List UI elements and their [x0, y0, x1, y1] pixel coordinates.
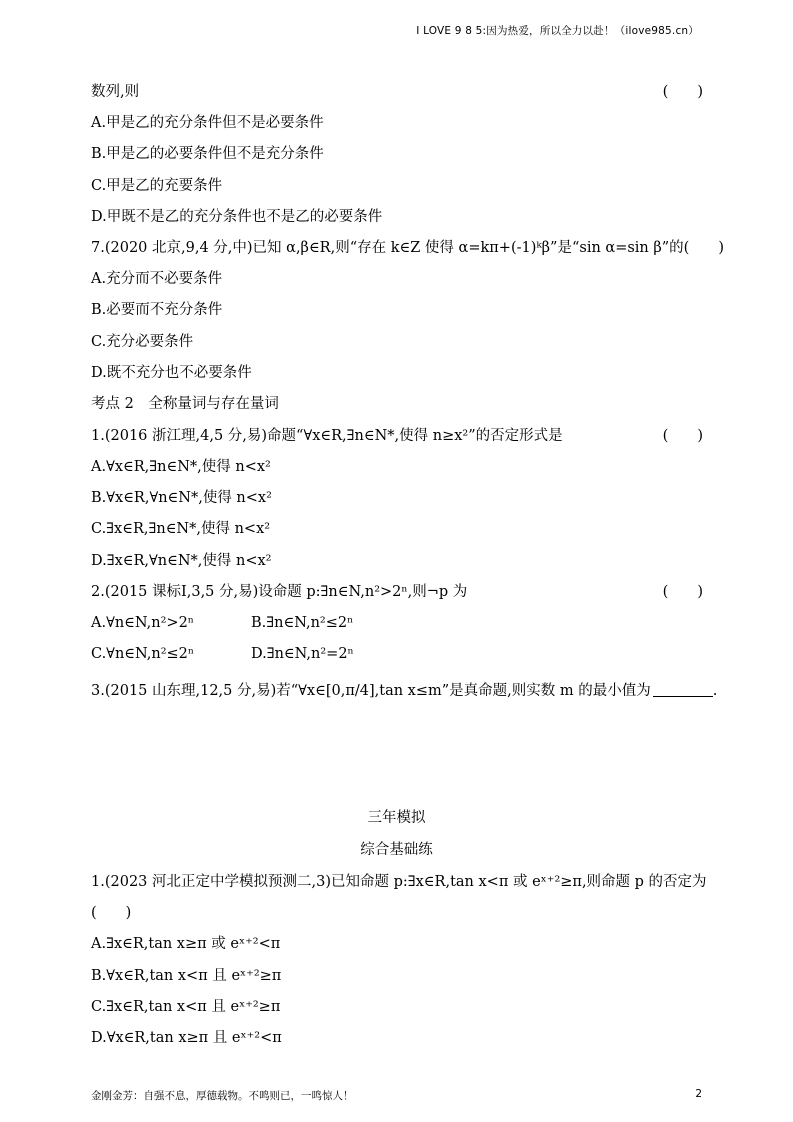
q6-option-a: A.甲是乙的充分条件但不是必要条件 [91, 115, 324, 131]
mq1-answer-paren: ( ) [91, 905, 132, 921]
t2q2-stem: 2.(2015 课标Ⅰ,3,5 分,易)设命题 p:∃n∈N,n²>2ⁿ,则¬p 为 [91, 584, 468, 600]
mq1-option-a: A.∃x∈R,tan x≥π 或 eˣ⁺²<π [91, 936, 281, 952]
t2q2-options-row-2 [91, 644, 703, 664]
t2q2-answer-paren: ( ) [662, 584, 703, 600]
mq1-option-c: C.∃x∈R,tan x<π 且 eˣ⁺²≥π [91, 999, 281, 1015]
q6-option-d: D.甲既不是乙的充分条件也不是乙的必要条件 [91, 209, 383, 225]
page-number: 2 [695, 1088, 702, 1100]
t2q2-option-b: B.∃n∈N,n²≤2ⁿ [251, 615, 354, 631]
q7-option-b: B.必要而不充分条件 [91, 302, 223, 318]
footer-motto: 金刚金芳：自强不息，厚德载物。不鸣则已，一鸣惊人！ [91, 1090, 354, 1102]
mq1-option-d: D.∀x∈R,tan x≥π 且 eˣ⁺²<π [91, 1030, 282, 1046]
t2q1-option-c: C.∃x∈R,∃n∈N*,使得 n<x² [91, 521, 271, 537]
t2q1-option-d: D.∃x∈R,∀n∈N*,使得 n<x² [91, 553, 272, 569]
t2q1-option-b: B.∀x∈R,∀n∈N*,使得 n<x² [91, 490, 272, 506]
t2q3-stem-line [91, 681, 718, 701]
q6-answer-paren: ( ) [662, 84, 703, 100]
t2q2-option-a: A.∀n∈N,n²>2ⁿ [91, 615, 195, 631]
t2q2-option-d: D.∃n∈N,n²=2ⁿ [251, 646, 354, 662]
q7-option-a: A.充分而不必要条件 [91, 271, 223, 287]
t2q3-stem: 3.(2015 山东理,12,5 分,易)若“∀x∈[0,π/4],tan x≤m”是真命题,则实数 m 的最小值为 [91, 683, 651, 699]
q6-option-b: B.甲是乙的必要条件但不是充分条件 [91, 146, 324, 162]
q6-stem-line [91, 82, 703, 102]
t2q3-answer-blank[interactable] [653, 682, 713, 697]
t2q1-stem-line [91, 426, 703, 446]
t2q2-stem-line [91, 582, 703, 602]
mq1-option-b: B.∀x∈R,tan x<π 且 eˣ⁺²≥π [91, 968, 282, 984]
q7-option-c: C.充分必要条件 [91, 334, 194, 350]
q7-stem: 7.(2020 北京,9,4 分,中)已知 α,β∈R,则“存在 k∈Z 使得 α=kπ+(-1)ᵏβ”是“sin α=sin β”的( ) [91, 240, 724, 256]
t2q3-end: . [712, 683, 718, 699]
t2q2-option-c: C.∀n∈N,n²≤2ⁿ [91, 646, 195, 662]
mq1-stem: 1.(2023 河北正定中学模拟预测二,3)已知命题 p:∃x∈R,tan x<π 或 eˣ⁺²≥π,则命题 p 的否定为 [91, 874, 707, 890]
section-title: 三年模拟 [367, 810, 426, 826]
t2q2-options-row-1 [91, 613, 703, 633]
q6-stem: 数列,则 [91, 84, 140, 100]
page-header: I LOVE 9 8 5:因为热爱，所以全力以赴！（ilove985.cn） [416, 25, 699, 37]
t2q1-option-a: A.∀x∈R,∃n∈N*,使得 n<x² [91, 459, 271, 475]
topic-2-title: 考点 2 全称量词与存在量词 [91, 396, 279, 412]
t2q1-stem: 1.(2016 浙江理,4,5 分,易)命题“∀x∈R,∃n∈N*,使得 n≥x²”的否定形式是 [91, 428, 563, 444]
section-subtitle: 综合基础练 [360, 842, 433, 858]
q6-option-c: C.甲是乙的充要条件 [91, 178, 223, 194]
t2q1-answer-paren: ( ) [662, 428, 703, 444]
q7-option-d: D.既不充分也不必要条件 [91, 365, 252, 381]
